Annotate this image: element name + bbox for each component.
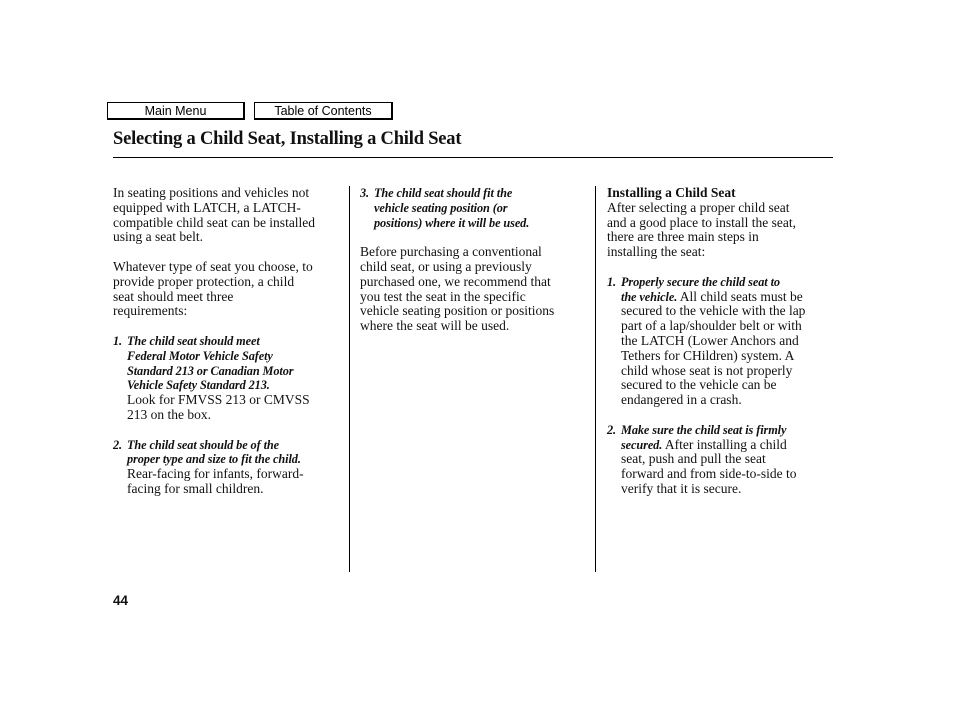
- install-step-2: 2. Make sure the child seat is firmly secured. After installing a child seat, push and pull the seat forward and from side-to-side to verify that it is secure.: [607, 422, 797, 496]
- column-divider-1: [349, 186, 350, 572]
- page-title: Selecting a Child Seat, Installing a Child Seat: [113, 129, 462, 149]
- step-number: 2.: [607, 422, 617, 437]
- install-step-1: 1. Properly secure the child seat to the vehicle. All child seats must be secured to the vehicle with the lap part of a lap/shoulder belt or with the LATCH (Lower Anchors and Tethers for CHildren) system. A child whose seat is not properly secured to the vehicle can be endangered in a crash.: [607, 274, 806, 408]
- main-menu-button[interactable]: Main Menu: [107, 102, 245, 120]
- requirement-item-2: 2. The child seat should be of the proper type and size to fit the child. Rear-facing for infants, forward- facing for small children.: [113, 437, 304, 496]
- item-number: 3.: [360, 186, 370, 200]
- table-of-contents-button[interactable]: Table of Contents: [254, 102, 393, 120]
- item-number: 2.: [113, 437, 123, 452]
- requirements-paragraph: Whatever type of seat you choose, to provide proper protection, a child seat should meet three requirements:: [113, 258, 313, 319]
- section-heading: Installing a Child Seat: [607, 185, 736, 200]
- page-number: 44: [113, 593, 129, 608]
- requirement-item-1: 1. The child seat should meet Federal Motor Vehicle Safety Standard 213 or Canadian Motor Vehicle Safety Standard 213. Look for FMVSS 213 or CMVSS 213 on the box.: [113, 333, 310, 422]
- title-divider: [113, 157, 833, 158]
- column-left: [113, 186, 345, 497]
- column-divider-2: [595, 186, 596, 572]
- column-middle: [360, 186, 590, 334]
- intro-paragraph: In seating positions and vehicles not equipped with LATCH, a LATCH- compatible child seat can be installed using a seat belt.: [113, 185, 316, 245]
- installing-intro: After selecting a proper child seat and a good place to install the seat, there are three main steps in installing the seat:: [607, 199, 796, 260]
- column-right: [607, 186, 839, 497]
- item-number: 1.: [113, 333, 123, 348]
- step-number: 1.: [607, 274, 617, 289]
- requirement-item-3: 3. The child seat should fit the vehicle seating position (or positions) where it will be used.: [360, 186, 530, 230]
- purchase-paragraph: Before purchasing a conventional child seat, or using a previously purchased one, we recommend that you test the seat in the specific vehicle seating position or positions where the seat will be used.: [360, 244, 555, 334]
